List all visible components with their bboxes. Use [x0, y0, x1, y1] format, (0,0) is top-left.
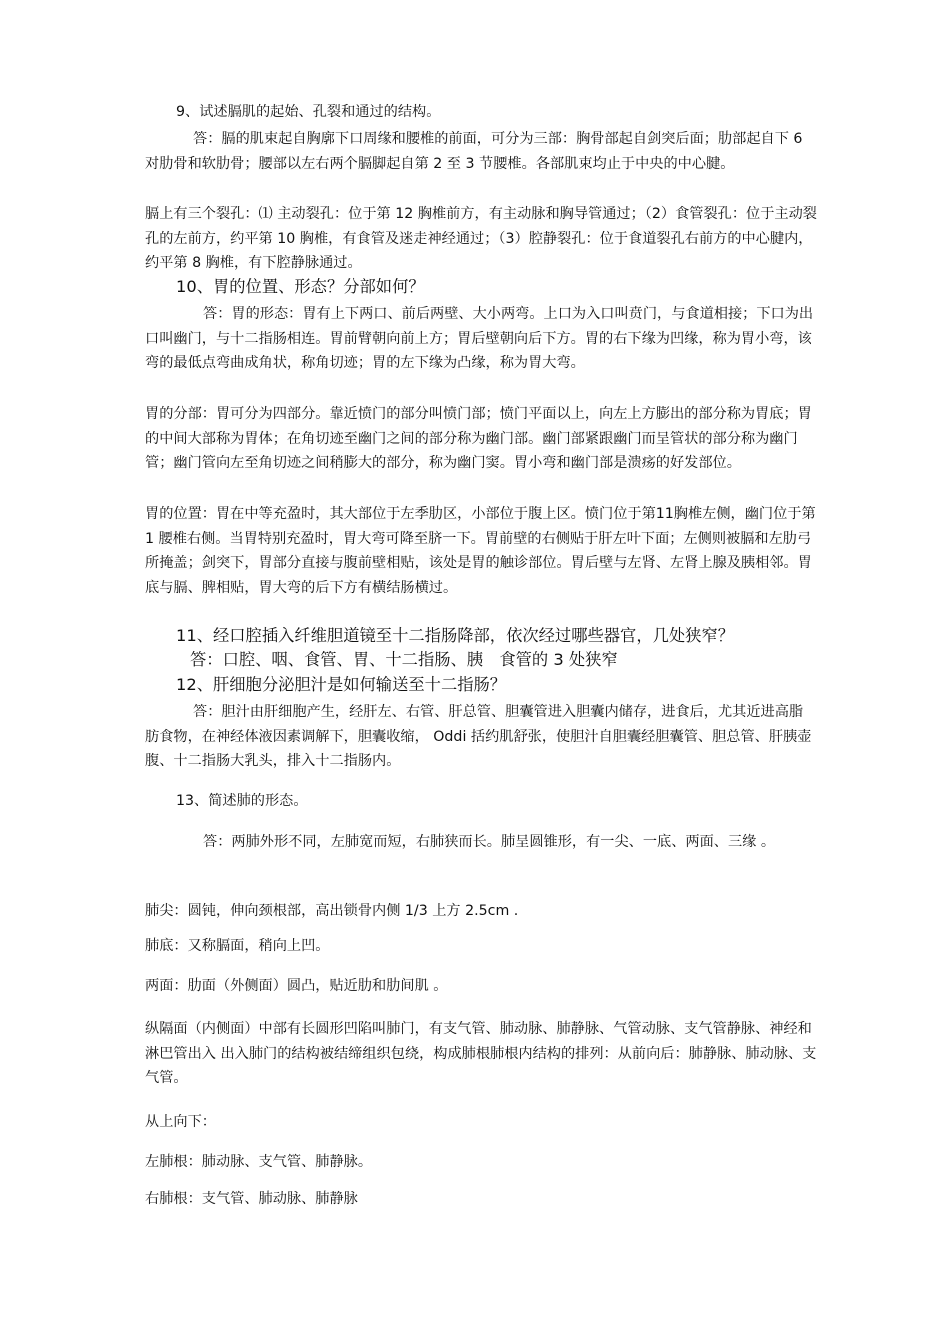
question-13-right-root: 右肺根：支气管、肺动脉、肺静脉 — [145, 1191, 358, 1207]
question-13-left-root: 左肺根：肺动脉、支气管、肺静脉。 — [145, 1154, 373, 1170]
question-13-top-down: 从上向下： — [145, 1114, 216, 1130]
question-13-faces: 两面：肋面（外侧面）圆凸，贴近肋和肋间肌 。 — [145, 978, 448, 994]
question-9-holes: 膈上有三个裂孔：⑴ 主动裂孔：位于第 12 胸椎前方，有主动脉和胸导管通过；（2）食管裂孔：位于主动裂孔的左前方，约平第 10 胸椎，有食管及迷走神经通过；（3）腔静裂孔：位于食道裂孔右前方的中心腱内，约平第 8 胸椎，有下腔静脉通过。 — [145, 206, 817, 271]
question-13-title: 13、简述肺的形态。 — [176, 793, 308, 809]
question-13-mediastinal: 纵隔面（内侧面）中部有长圆形凹陷叫肺门，有支气管、肺动脉、肺静脉、气管动脉、支气管静脉、神经和淋巴管出入 出入肺门的结构被结缔组织包绕，构成肺根肺根内结构的排列：从前向后：肺静脉、肺动脉、支气管。 — [145, 1021, 817, 1086]
question-9-answer: 答：膈的肌束起自胸廓下口周缘和腰椎的前面，可分为三部：胸骨部起自剑突后面；肋部起自下 6 对肋骨和软肋骨；腰部以左右两个膈脚起自第 2 至 3 节腰椎。各部肌束均止于中央的中心腱。 — [145, 131, 803, 172]
question-10-shape: 答：胃的形态：胃有上下两口、前后两壁、大小两弯。上口为入口叫贲门，与食道相接；下口为出口叫幽门，与十二指肠相连。胃前臂朝向前上方；胃后壁朝向后下方。胃的右下缘为凹缘，称为胃小弯，该弯的最低点弯曲成角状，称角切迹；胃的左下缘为凸缘，称为胃大弯。 — [145, 306, 814, 371]
question-9-title: 9、试述膈肌的起始、孔裂和通过的结构。 — [176, 104, 441, 120]
question-10-title: 10、胃的位置、形态？分部如何？ — [176, 277, 425, 296]
question-13-base: 肺底：又称膈面，稍向上凹。 — [145, 938, 330, 954]
question-10-parts: 胃的分部：胃可分为四部分。靠近愤门的部分叫愤门部；愤门平面以上，向左上方膨出的部分称为胃底；胃的中间大部称为胃体；在角切迹至幽门之间的部分称为幽门部。幽门部紧跟幽门而呈管状的部分称为幽门管；幽门管向左至角切迹之间稍膨大的部分，称为幽门窦。胃小弯和幽门部是溃疡的好发部位。 — [145, 406, 812, 471]
question-12-title: 12、肝细胞分泌胆汁是如何输送至十二指肠？ — [176, 675, 507, 694]
question-11-title: 11、经口腔插入纤维胆道镜至十二指肠降部，依次经过哪些器官，几处狭窄？ — [176, 626, 735, 645]
question-11-answer: 答：口腔、咽、食管、胃、十二指肠、胰 食管的 3 处狭窄 — [190, 650, 618, 669]
question-12-answer: 答：胆汁由肝细胞产生，经肝左、右管、肝总管、胆囊管进入胆囊内储存，进食后，尤其近进高脂肪食物，在神经体液因素调解下，胆囊收缩， Oddi 括约肌舒张，使胆汁自胆囊经胆囊管、胆总管、肝胰壶腹、十二指肠大乳头，排入十二指肠内。 — [145, 704, 812, 769]
question-13-answer: 答：两肺外形不同，左肺宽而短，右肺狭而长。肺呈圆锥形，有一尖、一底、两面、三缘 。 — [203, 834, 776, 850]
question-13-apex: 肺尖：圆钝，伸向颈根部，高出锁骨内侧 1/3 上方 2.5cm . — [145, 903, 519, 919]
question-10-position: 胃的位置：胃在中等充盈时，其大部位于左季肋区，小部位于腹上区。愤门位于第11胸椎左侧，幽门位于第 1 腰椎右侧。当胃特别充盈时，胃大弯可降至脐一下。胃前壁的右侧贴于肝左叶下面；左侧则被膈和左肋弓所掩盖；剑突下，胃部分直接与腹前壁相贴，该处是胃的触诊部位。胃后壁与左肾、左肾上腺及胰相邻。胃底与膈、脾相贴，胃大弯的后下方有横结肠横过。 — [145, 506, 816, 596]
